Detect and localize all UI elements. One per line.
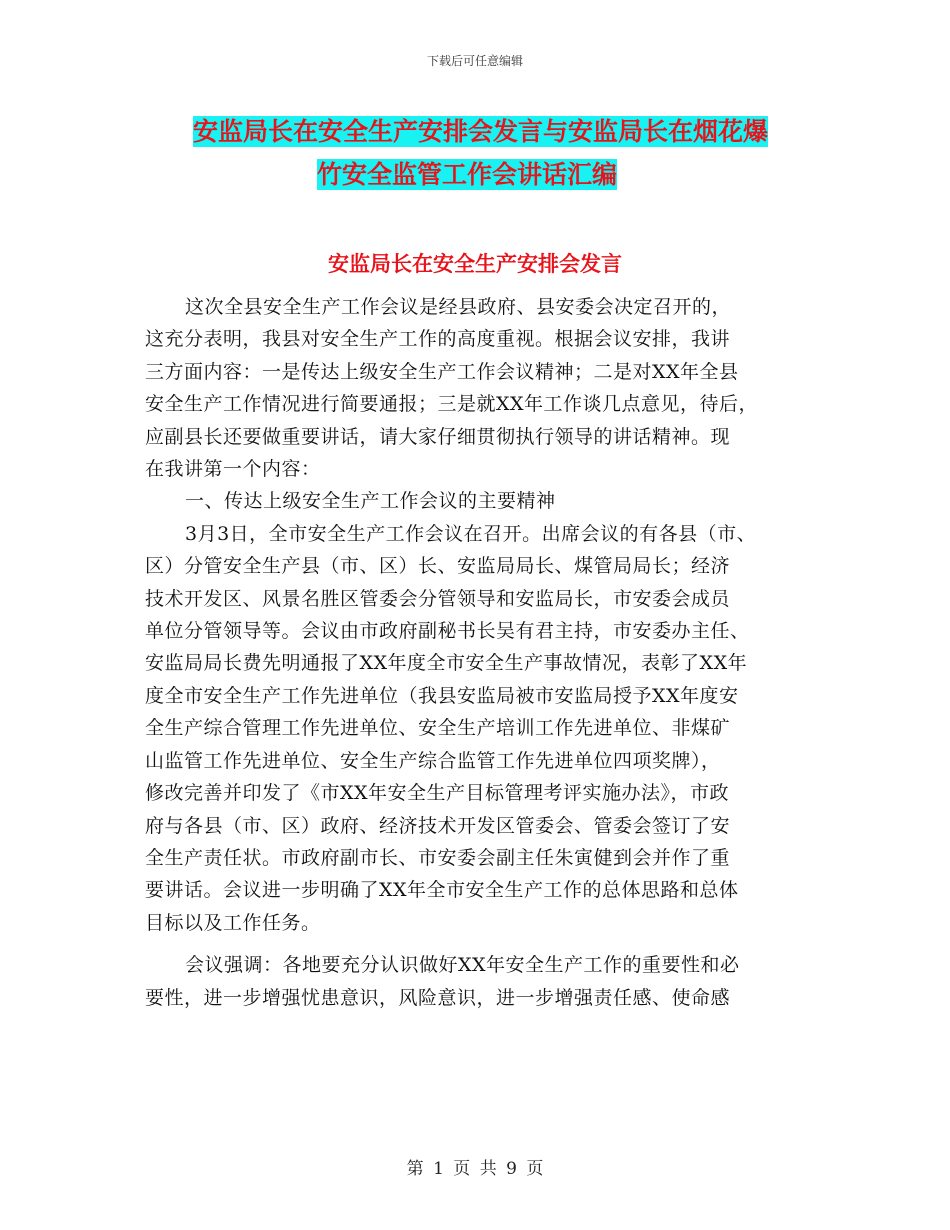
text-line: 技术开发区、风景名胜区管委会分管领导和安监局长，市安委会成员 [145, 587, 731, 610]
text-line: 安监局局长费先明通报了XX年度全市安全生产事故情况，表彰了XX年 [145, 652, 748, 675]
text-line: 要性，进一步增强忧患意识，风险意识，进一步增强责任感、使命感 [145, 986, 731, 1009]
document-body [145, 291, 825, 1014]
paragraph-3 [145, 518, 825, 939]
text-line: 区）分管安全生产县（市、区）长、安监局局长、煤管局局长；经济 [145, 555, 731, 578]
page-footer: 第 1 页 共 9 页 [406, 1159, 544, 1179]
text-line: 安全生产工作情况进行简要通报；三是就XX年工作谈几点意见，待后， [145, 393, 759, 416]
paragraph-1 [145, 291, 825, 485]
header-note: 下载后可任意编辑 [426, 54, 523, 68]
text-line: 山监管工作先进单位、安全生产综合监管工作先进单位四项奖牌）， [145, 749, 721, 772]
document-title-line-1: 安监局长在安全生产安排会发言与安监局长在烟花爆 [193, 117, 769, 146]
text-line: 这充分表明，我县对安全生产工作的高度重视。根据会议安排，我讲 [145, 328, 731, 351]
text-line: 度全市安全生产工作先进单位（我县安监局被市安监局授予XX年度安 [145, 684, 739, 707]
document-title-line-2: 竹安全监管工作会讲话汇编 [317, 160, 618, 189]
text-line: 在我讲第一个内容： [145, 458, 321, 481]
text-line: 目标以及工作任务。 [145, 911, 321, 934]
text-line: 府与各县（市、区）政府、经济技术开发区管委会、管委会签订了安 [145, 814, 731, 837]
document-title [145, 110, 845, 196]
text-line: 三方面内容：一是传达上级安全生产工作会议精神；二是对XX年全县 [145, 360, 739, 383]
text-line: 应副县长还要做重要讲话，请大家仔细贯彻执行领导的讲话精神。现 [145, 425, 731, 448]
section-title: 安监局长在安全生产安排会发言 [328, 252, 622, 276]
text-line: 这次全县安全生产工作会议是经县政府、县安委会决定召开的， [185, 296, 732, 318]
text-line: 全生产责任状。市政府副市长、市安委会副主任朱寅健到会并作了重 [145, 846, 731, 869]
text-line: 全生产综合管理工作先进单位、安全生产培训工作先进单位、非煤矿 [145, 717, 731, 740]
text-line: 会议强调：各地要充分认识做好XX年安全生产工作的重要性和必 [185, 954, 740, 977]
paragraph-4 [145, 949, 825, 1014]
text-line: 单位分管领导等。会议由市政府副秘书长吴有君主持，市安委办主任、 [145, 620, 750, 643]
text-line: 3月3日，全市安全生产工作会议在召开。出席会议的有各县（市、 [185, 522, 757, 545]
text-line: 修改完善并印发了《市XX年安全生产目标管理考评实施办法》，市政 [145, 782, 730, 805]
text-line: 要讲话。会议进一步明确了XX年全市安全生产工作的总体思路和总体 [145, 879, 739, 902]
text-line: 一、传达上级安全生产工作会议的主要精神 [185, 490, 556, 513]
paragraph-2-heading [145, 485, 825, 517]
